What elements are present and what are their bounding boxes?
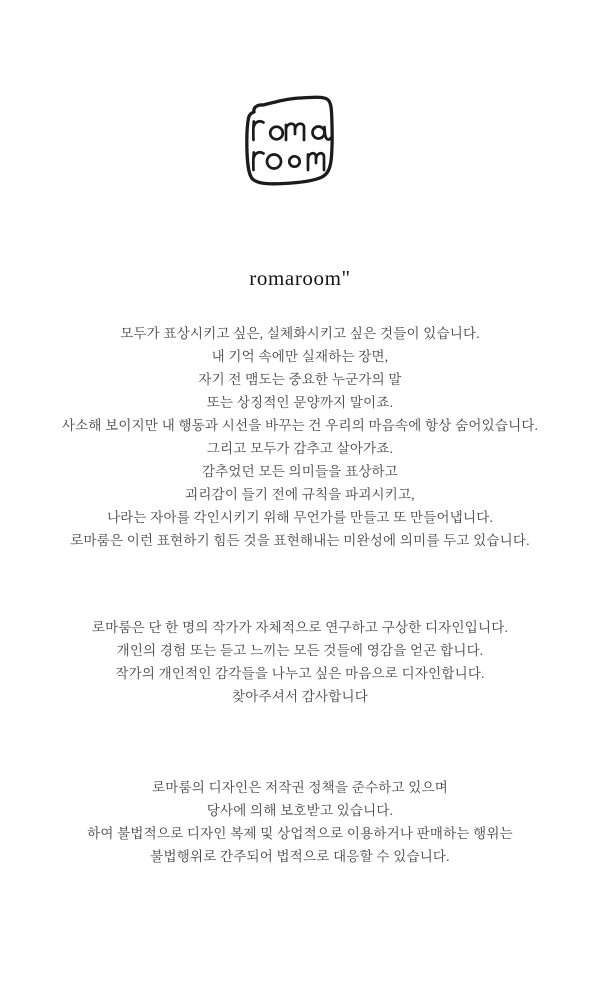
logo-word-room: [253, 152, 324, 170]
page-title: romaroom": [249, 266, 351, 290]
copyright-line: 불법행위로 간주되어 법적으로 대응할 수 있습니다.: [150, 849, 450, 864]
logo-text-bottom: [240, 188, 241, 189]
intro-line: 모두가 표상시키고 싶은, 실체화시키고 싶은 것들이 있습니다.: [120, 326, 480, 341]
intro-line: 로마룸은 이런 표현하기 힘든 것을 표현해내는 미완성에 의미를 두고 있습니다.: [70, 533, 530, 548]
copyright-line: 하여 불법적으로 디자인 복제 및 상업적으로 이용하거나 판매하는 행위는: [87, 826, 513, 841]
intro-line: 나라는 자아를 각인시키기 위해 무언가를 만들고 또 만들어냅니다.: [106, 510, 494, 525]
romaroom-logo-drawing: [240, 88, 340, 188]
intro-paragraph: [0, 322, 600, 552]
romaroom-logo: [240, 88, 340, 188]
intro-line: 자기 전 맴도는 중요한 누군가의 말: [198, 372, 402, 387]
intro-line: 사소해 보이지만 내 행동과 시선을 바꾸는 건 우리의 마음속에 항상 숨어있습니다.: [61, 418, 539, 433]
logo-frame: [247, 97, 332, 184]
about-line: 작가의 개인적인 감각들을 나누고 싶은 마음으로 디자인합니다.: [115, 666, 485, 681]
intro-line: 그리고 모두가 감추고 살아가죠.: [206, 441, 394, 456]
about-paragraph: [0, 616, 600, 708]
about-line: 개인의 경험 또는 듣고 느끼는 모든 것들에 영감을 얻곤 합니다.: [116, 643, 484, 658]
intro-line: 괴리감이 들기 전에 규칙을 파괴시키고,: [185, 487, 415, 502]
about-line: 찾아주셔서 감사합니다: [232, 689, 368, 704]
about-line: 로마룸은 단 한 명의 작가가 자체적으로 연구하고 구상한 디자인입니다.: [91, 620, 509, 635]
copyright-paragraph: [0, 776, 600, 868]
logo-word-roma: [253, 121, 330, 140]
intro-line: 내 기억 속에만 실재하는 장면,: [211, 349, 389, 364]
intro-line: 감추었던 모든 의미들을 표상하고: [201, 464, 399, 479]
copyright-line: 당사에 의해 보호받고 있습니다.: [206, 803, 394, 818]
intro-line: 또는 상징적인 문양까지 말이죠.: [206, 395, 394, 410]
copyright-line: 로마룸의 디자인은 저작권 정책을 준수하고 있으며: [152, 780, 448, 795]
logo-text-top: [240, 188, 241, 189]
